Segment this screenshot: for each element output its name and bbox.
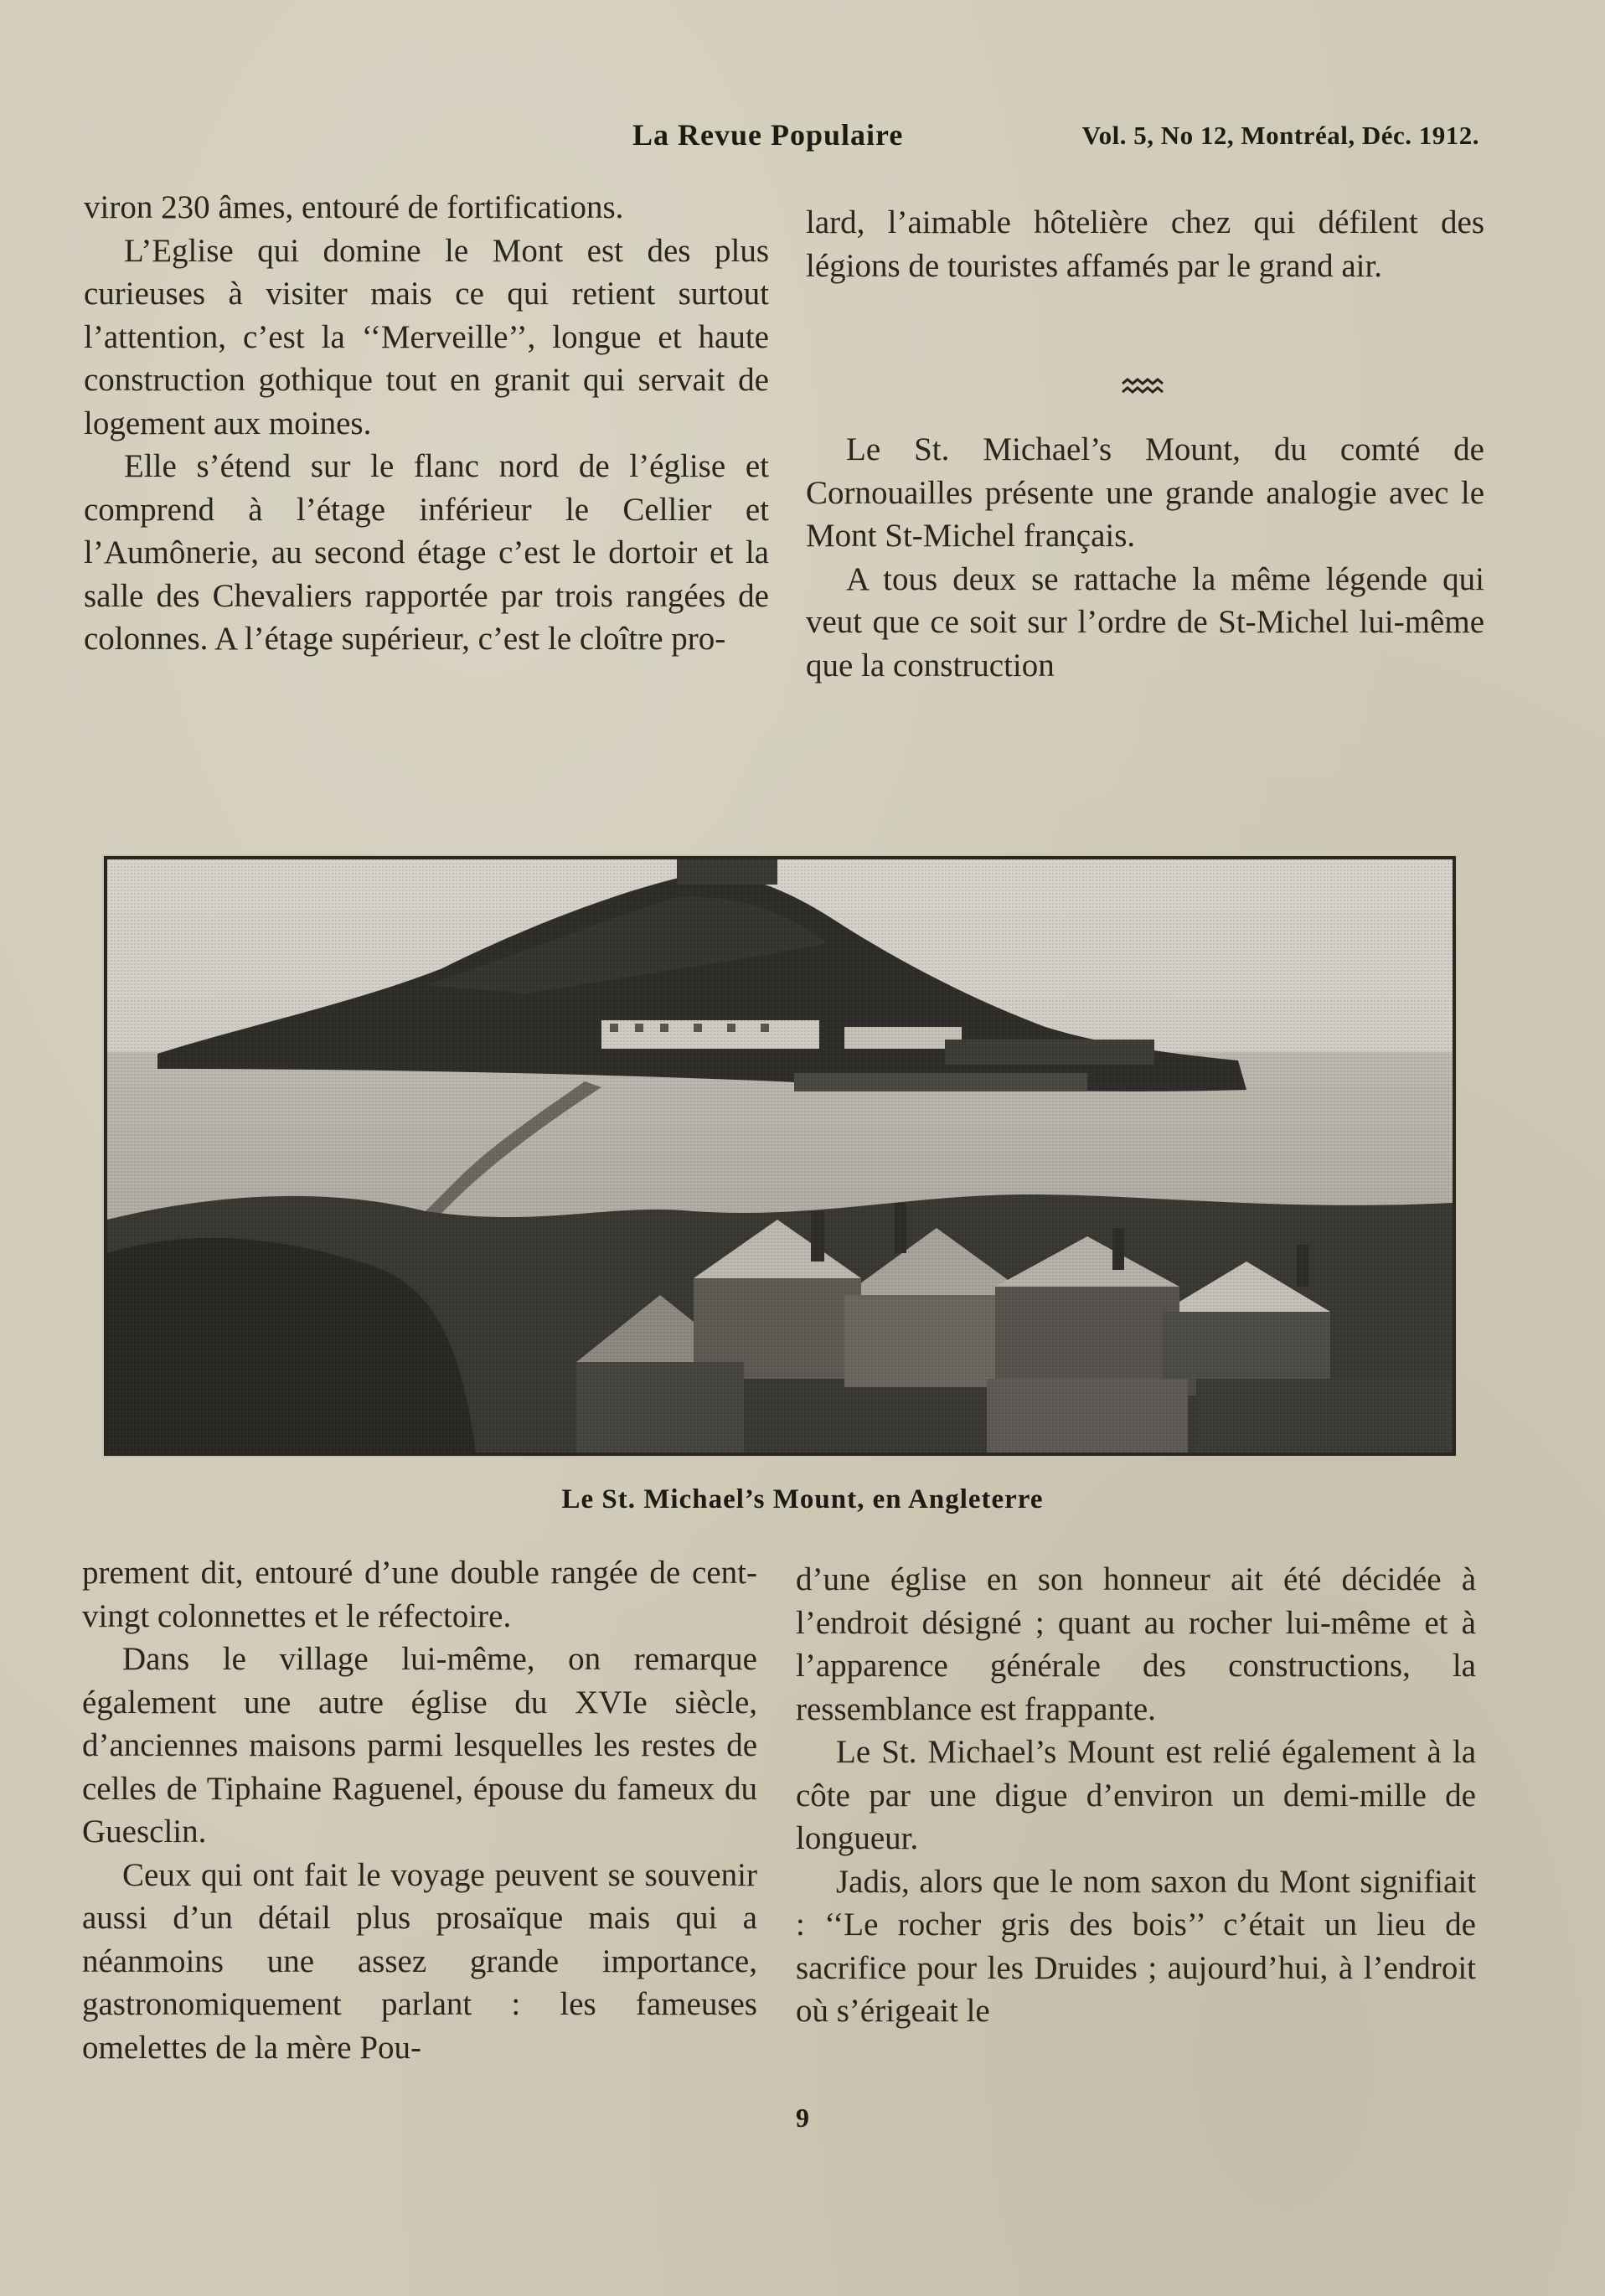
- paragraph: viron 230 âmes, entouré de fortifications.: [84, 189, 624, 225]
- page-number: 9: [796, 2103, 809, 2133]
- paragraph: Le St. Michael’s Mount, du comté de Cornouailles présente une grande analogie avec le Mont St-Michel français.: [806, 431, 1484, 554]
- photo-caption: Le St. Michael’s Mount, en Angleterre: [561, 1484, 1044, 1514]
- paragraph: prement dit, entouré d’une double rangée de cent-vingt colonnettes et le réfectoire.: [82, 1555, 757, 1634]
- paragraph: Ceux qui ont fait le voyage peuvent se souvenir aussi d’un détail plus prosaïque mais qui a néanmoins une assez grande importance, gastronomiquement parlant : les fameuses omelettes de la mère Pou-: [82, 1856, 757, 2066]
- section-ornament-icon: [1119, 375, 1169, 400]
- page-header: [632, 117, 1479, 159]
- section-break: [806, 287, 1484, 428]
- photograph-st-michaels-mount: [104, 856, 1456, 1456]
- photo-image: [107, 859, 1453, 1452]
- paragraph: d’une église en son honneur ait été décidée à l’endroit désigné ; quant au rocher lui-même et à l’apparence générale des constructions, la ressemblance est frappante.: [796, 1561, 1476, 1727]
- issue-info: Vol. 5, No 12, Montréal, Déc. 1912.: [1081, 121, 1479, 150]
- magazine-title: La Revue Populaire: [632, 118, 904, 152]
- paragraph: Le St. Michael’s Mount est relié également à la côte par une digue d’environ un demi-mille de longueur.: [796, 1734, 1476, 1856]
- paragraph: Dans le village lui-même, on remarque également une autre église du XVIe siècle, d’anciennes maisons parmi lesquelles les restes de celles de Tiphaine Raguenel, épouse du fameux du Guesclin.: [82, 1641, 757, 1850]
- paragraph: Elle s’étend sur le flanc nord de l’église et comprend à l’étage inférieur le Cellier et l’Aumônerie, au second étage c’est le dortoir et la salle des Chevaliers rapportée par trois rangées de colonnes. A l’étage supérieur, c’est le cloître pro-: [84, 448, 769, 657]
- column-bottom-right: [796, 1558, 1476, 2033]
- paragraph: L’Eglise qui domine le Mont est des plus curieuses à visiter mais ce qui retient surtout l’attention, c’est la ‘‘Merveille’’, longue et haute construction gothique tout en granit qui servait de logement aux moines.: [84, 232, 769, 441]
- paragraph: lard, l’aimable hôtelière chez qui défilent des légions de touristes affamés par le grand air.: [806, 204, 1484, 284]
- paragraph: Jadis, alors que le nom saxon du Mont signifiait : ‘‘Le rocher gris des bois’’ c’était un lieu de sacrifice pour les Druides ; aujourd’hui, à l’endroit où s’érigeait le: [796, 1863, 1476, 2029]
- paragraph: A tous deux se rattache la même légende qui veut que ce soit sur l’ordre de St-Michel lui-même que la construction: [806, 560, 1484, 684]
- column-top-right: [806, 201, 1484, 687]
- column-bottom-left: [82, 1551, 757, 2069]
- column-top-left: [84, 186, 769, 661]
